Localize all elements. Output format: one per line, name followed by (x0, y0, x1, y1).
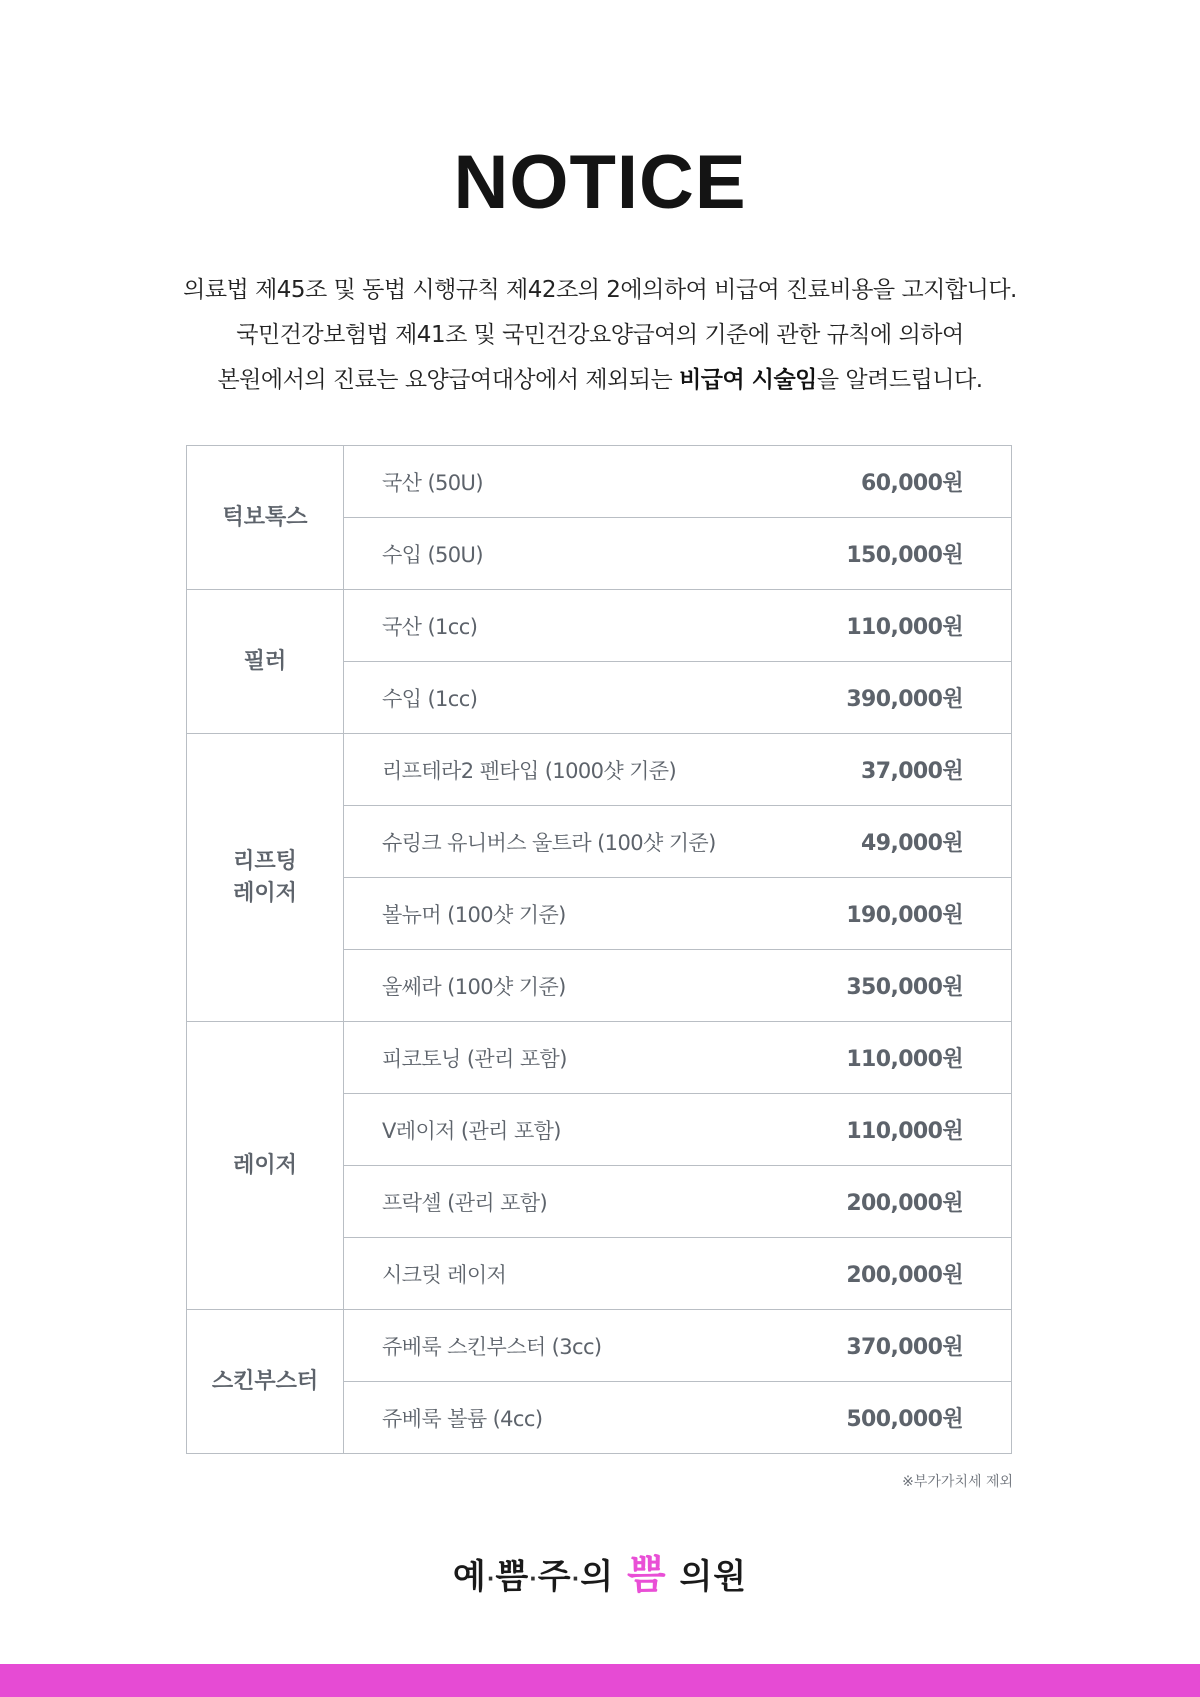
category-cell (187, 734, 344, 1022)
logo-part-3: 주 (537, 1557, 572, 1597)
logo-dot: · (486, 1566, 496, 1591)
category-cell: 스킨부스터 (187, 1310, 344, 1454)
category-line-2: 레이저 (233, 880, 297, 906)
item-price: 110,000원 (783, 1022, 1012, 1094)
category-cell: 필러 (187, 590, 344, 734)
logo-dot: · (571, 1566, 581, 1591)
item-name: 프락셀 (관리 포함) (344, 1166, 784, 1238)
item-price: 60,000원 (783, 446, 1012, 518)
price-table (186, 445, 1012, 1454)
category-line-1: 리프팅 (233, 848, 297, 874)
clinic-logo (0, 1550, 1200, 1604)
page-title: NOTICE (453, 140, 747, 225)
item-name: 국산 (50U) (344, 446, 784, 518)
item-name: 쥬베룩 스킨부스터 (3cc) (344, 1310, 784, 1382)
intro-line-3 (0, 358, 1200, 403)
bottom-accent-bar (0, 1664, 1200, 1697)
table-row (187, 590, 1012, 662)
category-cell: 레이저 (187, 1022, 344, 1310)
table-row (187, 1022, 1012, 1094)
logo-dot: · (529, 1566, 538, 1591)
item-price: 200,000원 (783, 1238, 1012, 1310)
intro-line-1: 의료법 제45조 및 동법 시행규칙 제42조의 2에의하여 비급여 진료비용을 고지합니다. (183, 277, 1017, 303)
logo-part-5: 의원 (679, 1557, 748, 1597)
item-name: 시크릿 레이저 (344, 1238, 784, 1310)
item-price: 370,000원 (783, 1310, 1012, 1382)
item-name: V레이저 (관리 포함) (344, 1094, 784, 1166)
intro-line-3-suffix: 을 알려드립니다. (816, 367, 983, 393)
item-price: 350,000원 (783, 950, 1012, 1022)
item-name: 슈링크 유니버스 울트라 (100샷 기준) (344, 806, 784, 878)
logo-part-1: 예 (452, 1557, 487, 1597)
intro-line-3-text: 본원에서의 진료는 요양급여대상에서 제외되는 (217, 367, 680, 393)
item-price: 390,000원 (783, 662, 1012, 734)
item-name: 국산 (1cc) (344, 590, 784, 662)
item-name: 볼뉴머 (100샷 기준) (344, 878, 784, 950)
item-price: 110,000원 (783, 1094, 1012, 1166)
item-price: 49,000원 (783, 806, 1012, 878)
intro-highlight: 비급여 시술임 (679, 367, 817, 393)
item-name: 쥬베룩 볼륨 (4cc) (344, 1382, 784, 1454)
item-name: 피코토닝 (관리 포함) (344, 1022, 784, 1094)
item-price: 150,000원 (783, 518, 1012, 590)
intro-text (0, 268, 1200, 403)
item-price: 200,000원 (783, 1166, 1012, 1238)
item-price: 37,000원 (783, 734, 1012, 806)
logo-accent: 쁨 (626, 1552, 667, 1598)
logo-part-4: 의 (580, 1557, 615, 1597)
intro-line-2: 국민건강보험법 제41조 및 국민건강요양급여의 기준에 관한 규칙에 의하여 (236, 322, 964, 348)
item-price: 500,000원 (783, 1382, 1012, 1454)
table-row (187, 734, 1012, 806)
table-row (187, 1310, 1012, 1382)
item-name: 수입 (1cc) (344, 662, 784, 734)
item-name: 리프테라2 펜타입 (1000샷 기준) (344, 734, 784, 806)
item-name: 울쎄라 (100샷 기준) (344, 950, 784, 1022)
item-price: 110,000원 (783, 590, 1012, 662)
logo-part-2: 쁨 (495, 1557, 530, 1597)
category-cell: 턱보톡스 (187, 446, 344, 590)
vat-note: ※부가가치세 제외 (902, 1474, 1013, 1490)
item-price: 190,000원 (783, 878, 1012, 950)
item-name: 수입 (50U) (344, 518, 784, 590)
table-row (187, 446, 1012, 518)
